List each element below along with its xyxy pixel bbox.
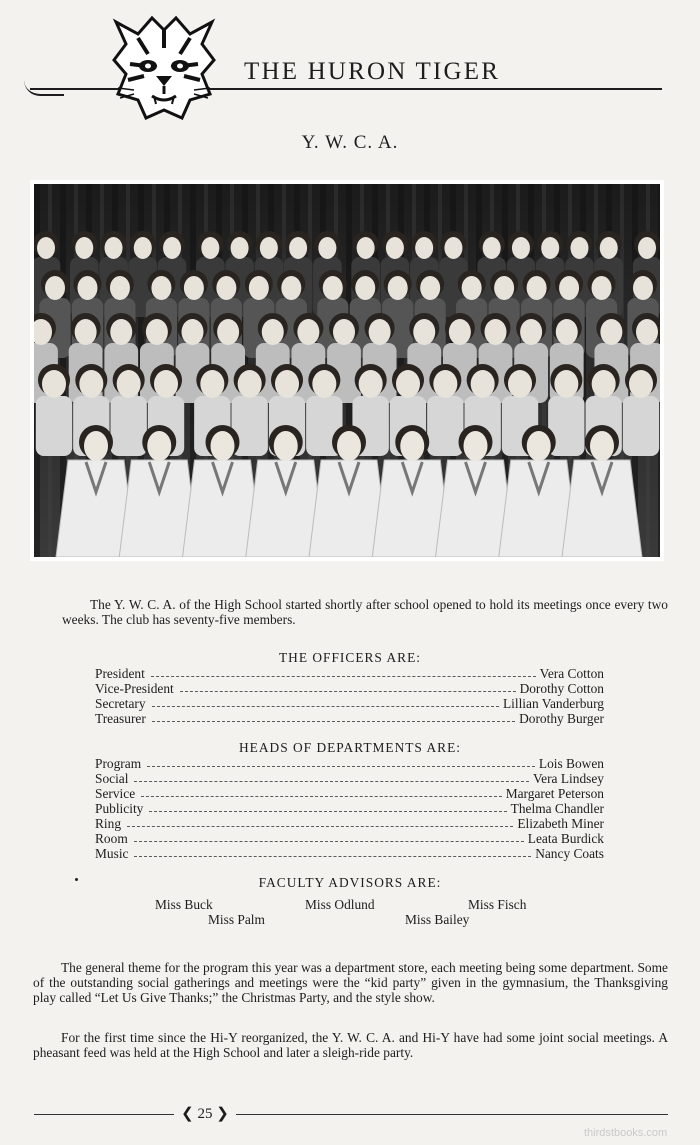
person-face xyxy=(275,370,299,398)
person-face xyxy=(471,370,495,398)
person-face xyxy=(110,319,132,345)
person-face xyxy=(281,276,301,300)
group-photo xyxy=(34,184,660,557)
person-face xyxy=(629,370,653,398)
person-face xyxy=(508,370,532,398)
person-face xyxy=(249,276,269,300)
person-face xyxy=(556,319,578,345)
person-face xyxy=(297,319,319,345)
person-face xyxy=(238,370,262,398)
person-face xyxy=(388,276,408,300)
body-paragraph xyxy=(33,1030,668,1060)
magazine-title: THE HURON TIGER xyxy=(244,58,501,85)
advisor-name: Miss Odlund xyxy=(305,897,375,912)
person-face xyxy=(201,237,219,259)
person-face xyxy=(400,431,424,461)
person-face xyxy=(312,370,336,398)
watermark: thirdstbooks.com xyxy=(584,1127,668,1139)
person-face xyxy=(77,276,97,300)
person-face xyxy=(37,237,55,259)
person-face xyxy=(151,276,171,300)
person-face xyxy=(75,237,93,259)
person-face xyxy=(527,431,551,461)
person-face xyxy=(592,276,612,300)
advisor-name: Miss Palm xyxy=(208,912,265,927)
person-face xyxy=(462,276,482,300)
person-body xyxy=(36,396,72,456)
person-face xyxy=(512,237,530,259)
person-face xyxy=(449,319,471,345)
person-face xyxy=(396,370,420,398)
person-body xyxy=(427,396,463,456)
footer-rule xyxy=(34,1114,174,1115)
person-face xyxy=(433,370,457,398)
advisors-heading: FACULTY ADVISORS ARE: xyxy=(258,875,442,890)
person-face xyxy=(355,276,375,300)
footer-rule xyxy=(236,1114,668,1115)
person-face xyxy=(42,370,66,398)
officer-row: President Vera Cotton xyxy=(95,666,604,681)
person-face xyxy=(323,276,343,300)
person-face xyxy=(289,237,307,259)
person-face xyxy=(413,319,435,345)
person-face xyxy=(483,237,501,259)
departments-heading: HEADS OF DEPARTMENTS ARE: xyxy=(239,740,461,755)
person-face xyxy=(146,319,168,345)
person-face xyxy=(600,237,618,259)
department-row: Room Leata Burdick xyxy=(95,831,604,846)
person-face xyxy=(337,431,361,461)
page-number: ❮ 25 ❯ xyxy=(181,1106,229,1122)
person-face xyxy=(592,370,616,398)
advisor-name: Miss Buck xyxy=(155,897,213,912)
person-face xyxy=(110,276,130,300)
person-face xyxy=(217,319,239,345)
person-face xyxy=(559,276,579,300)
officer-row: Vice-President Dorothy Cotton xyxy=(95,681,604,696)
person-face xyxy=(485,319,507,345)
person-face xyxy=(260,237,278,259)
person-face xyxy=(184,276,204,300)
person-face xyxy=(211,431,235,461)
advisor-name: Miss Bailey xyxy=(405,912,470,927)
person-face xyxy=(420,276,440,300)
person-face xyxy=(262,319,284,345)
header-rule-swash xyxy=(24,80,64,96)
intro-text: The Y. W. C. A. of the High School started shortly after school opened to hold its meetings once every two weeks. The club has seventy-five members. xyxy=(62,597,668,627)
person-face xyxy=(638,237,656,259)
person-face xyxy=(333,319,355,345)
advisor-name: Miss Fisch xyxy=(468,897,527,912)
person-body xyxy=(623,396,659,456)
person-body xyxy=(110,396,146,456)
department-row: Program Lois Bowen xyxy=(95,756,604,771)
person-face xyxy=(105,237,123,259)
person-face xyxy=(84,431,108,461)
person-face xyxy=(369,319,391,345)
body-paragraph xyxy=(33,960,668,1005)
person-face xyxy=(527,276,547,300)
officer-row: Secretary Lillian Vanderburg xyxy=(95,696,604,711)
person-face xyxy=(633,276,653,300)
department-row: Publicity Thelma Chandler xyxy=(95,801,604,816)
person-face xyxy=(386,237,404,259)
body-paragraph-text: For the first time since the Hi-Y reorganized, the Y. W. C. A. and Hi-Y have had some joint social meetings. A pheasant feed was held at the High School and later a sleigh-ride party. xyxy=(33,1030,668,1060)
person-face xyxy=(464,431,488,461)
intro-paragraph xyxy=(62,597,668,627)
officer-row: Treasurer Dorothy Burger xyxy=(95,711,604,726)
person-face xyxy=(415,237,433,259)
officers-heading: THE OFFICERS ARE: xyxy=(278,650,421,665)
person-face xyxy=(75,319,97,345)
person-face xyxy=(79,370,103,398)
person-face xyxy=(200,370,224,398)
person-face xyxy=(520,319,542,345)
person-face xyxy=(318,237,336,259)
person-face xyxy=(444,237,462,259)
person-face xyxy=(154,370,178,398)
person-face xyxy=(359,370,383,398)
department-row: Music Nancy Coats xyxy=(95,846,604,861)
person-face xyxy=(357,237,375,259)
person-face xyxy=(600,319,622,345)
person-face xyxy=(163,237,181,259)
body-paragraph-text: The general theme for the program this year was a department store, each meeting being some department. Some of the outstanding social gatherings and meetings were the “kid party” given in the gymnasium, the Thanksgiving play called “Let Us Give Thanks;” the Christmas Party, and the style show. xyxy=(33,960,668,1005)
person-face xyxy=(216,276,236,300)
section-title: Y. W. C. A. xyxy=(301,132,399,153)
person-face xyxy=(274,431,298,461)
person-dress xyxy=(562,460,642,557)
person-face xyxy=(147,431,171,461)
department-row: Social Vera Lindsey xyxy=(95,771,604,786)
person-face xyxy=(554,370,578,398)
department-row: Service Margaret Peterson xyxy=(95,786,604,801)
person-face xyxy=(45,276,65,300)
person-face xyxy=(636,319,658,345)
person-face xyxy=(590,431,614,461)
person-face xyxy=(541,237,559,259)
person-face xyxy=(231,237,249,259)
department-row: Ring Elizabeth Miner xyxy=(95,816,604,831)
tiger-head-icon xyxy=(108,14,220,124)
person-face xyxy=(134,237,152,259)
person-face xyxy=(494,276,514,300)
person-face xyxy=(117,370,141,398)
person-face xyxy=(570,237,588,259)
person-face xyxy=(182,319,204,345)
